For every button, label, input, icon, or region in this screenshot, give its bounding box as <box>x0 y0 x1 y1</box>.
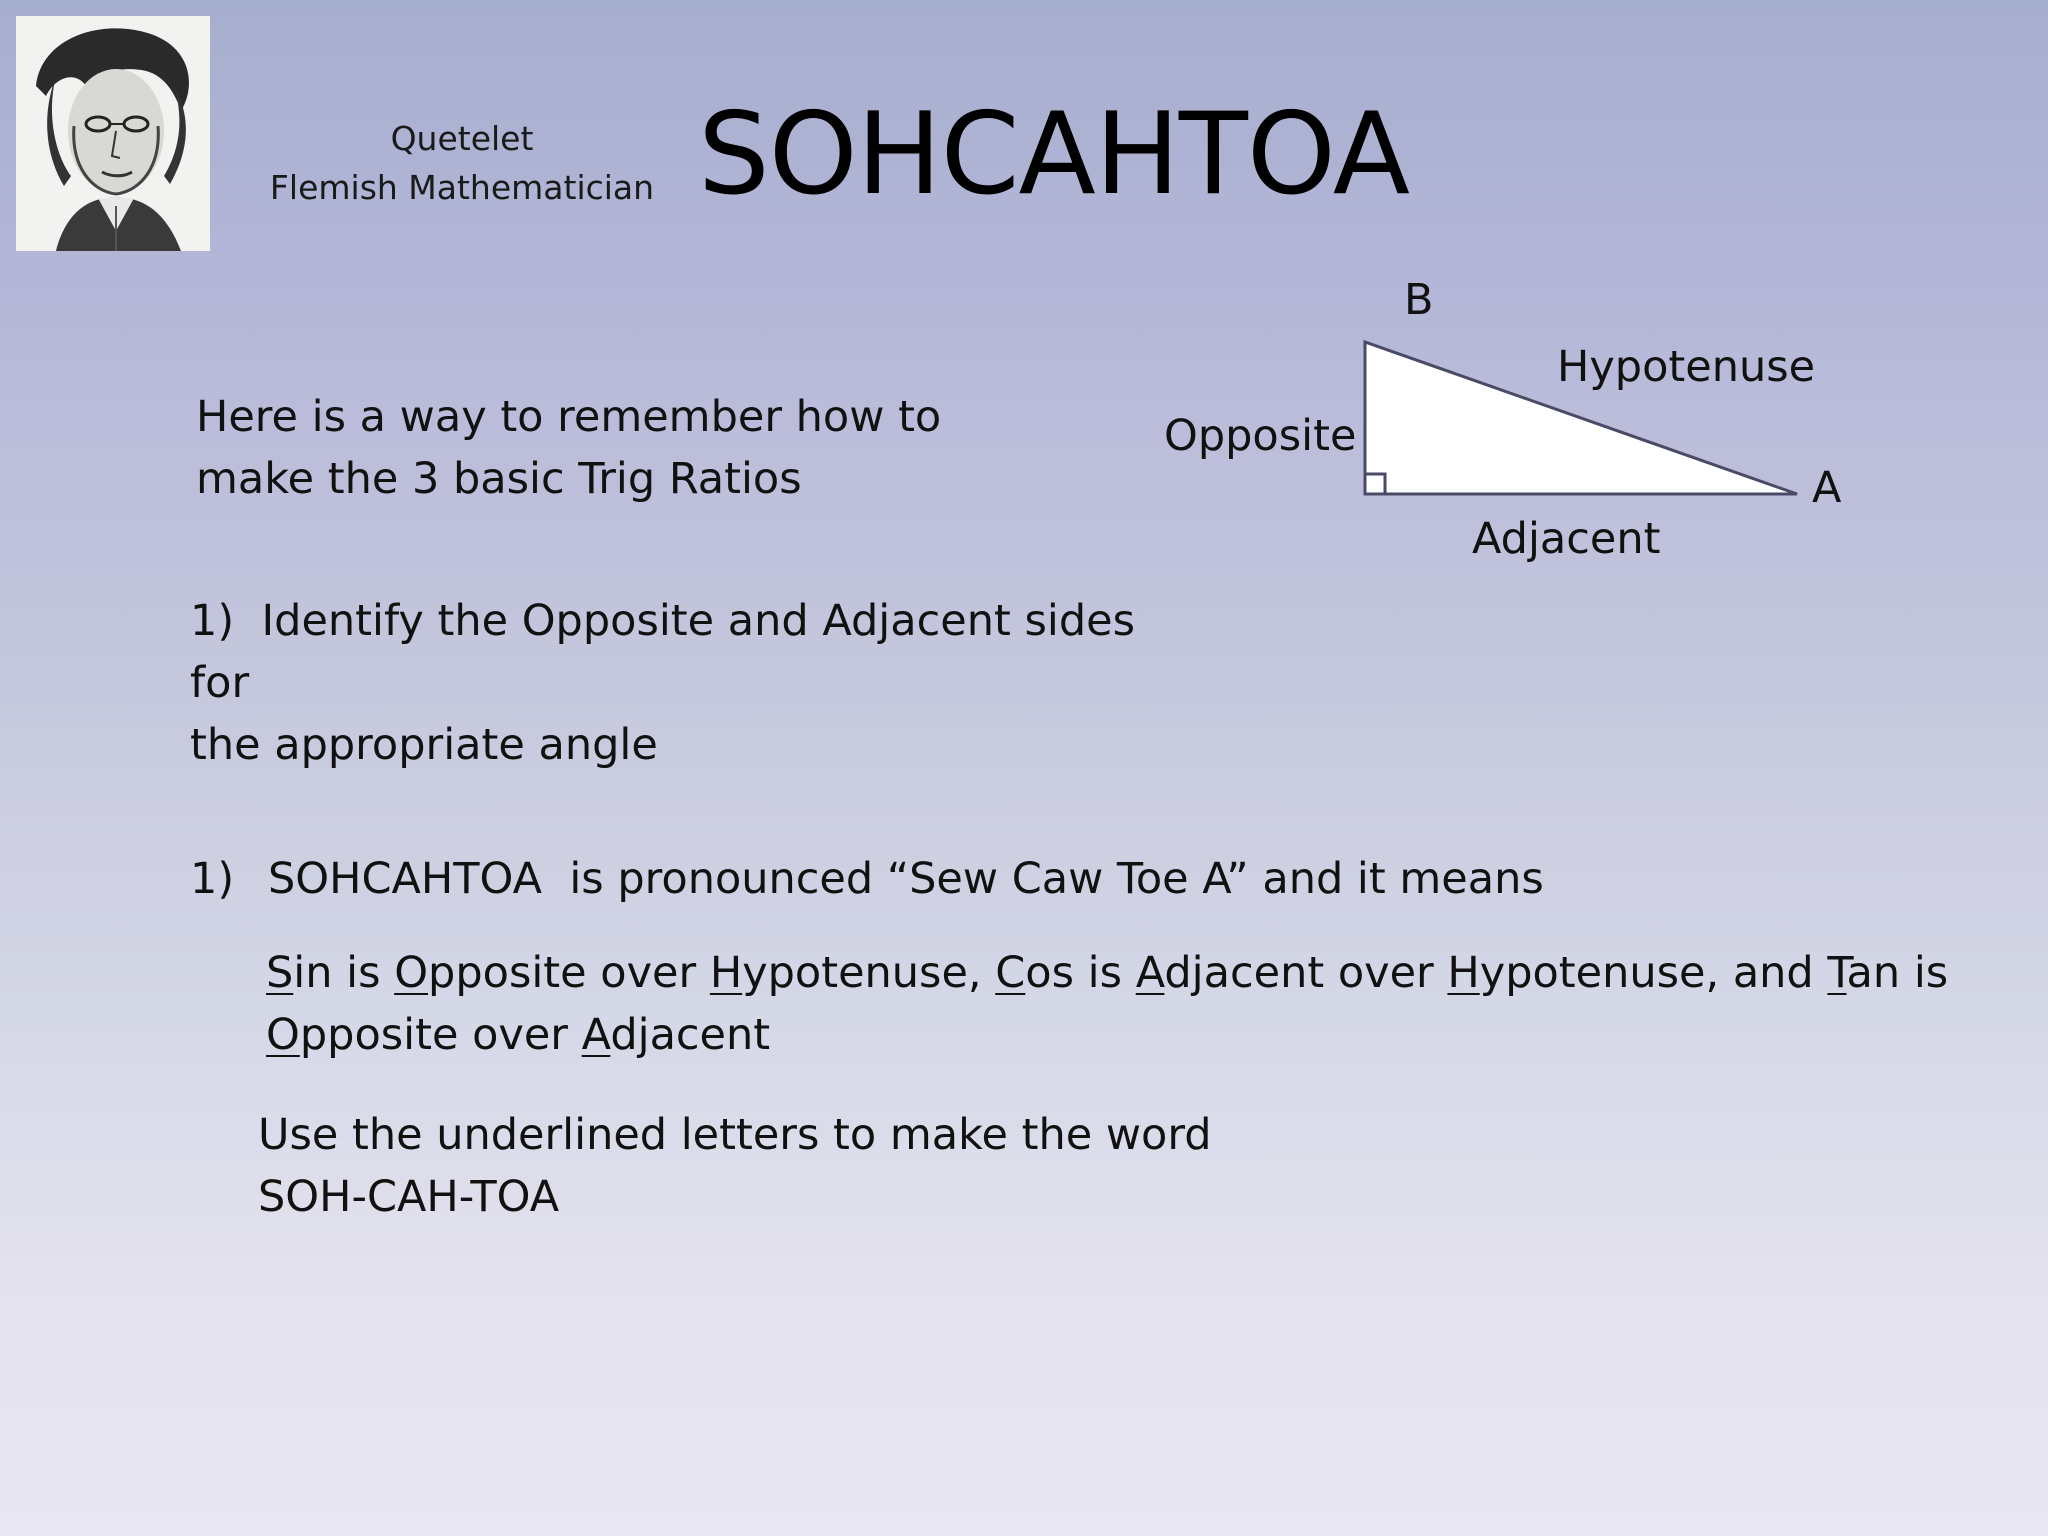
rule-text: djacent over <box>1164 948 1448 998</box>
caption-role: Flemish Mathematician <box>269 168 655 207</box>
step-identify-line-1 <box>190 590 1190 714</box>
step-identify-text-2: the appropriate angle <box>190 720 658 770</box>
rule-text: pposite over <box>299 1010 582 1060</box>
underlined-letter: C <box>995 948 1026 998</box>
underlined-letter: A <box>581 1010 611 1060</box>
rule-text: ypotenuse, <box>742 948 996 998</box>
step-identify-number: 1) <box>190 596 235 646</box>
use-instruction <box>258 1104 1358 1228</box>
underlined-letter: O <box>394 948 429 998</box>
slide-title: SOHCAHTOA <box>698 88 1410 220</box>
rule-line-2 <box>266 1004 1906 1066</box>
hypotenuse-label: Hypotenuse <box>1557 342 1816 392</box>
underlined-letter: H <box>1447 948 1480 998</box>
rule-text: os is <box>1025 948 1136 998</box>
vertex-a-label: A <box>1812 463 1842 513</box>
step-identify-text-1: Identify the Opposite and Adjacent sides for <box>190 596 1135 708</box>
step-pronounce-text: SOHCAHTOA is pronounced “Sew Caw Toe A” and it means <box>268 854 1544 904</box>
rule-text: pposite over <box>428 948 710 998</box>
rule-line-1 <box>266 942 1949 1004</box>
rule-text: ypotenuse, and <box>1479 948 1828 998</box>
sohcahtoa-rule <box>266 942 1949 1066</box>
use-line-2: SOH-CAH-TOA <box>258 1172 560 1222</box>
rule-text: an is <box>1846 948 1949 998</box>
adjacent-label: Adjacent <box>1472 514 1661 564</box>
underlined-letter: S <box>266 948 294 998</box>
underlined-letter: A <box>1135 948 1165 998</box>
underlined-letter: H <box>709 948 743 998</box>
underlined-letter: T <box>1827 948 1847 998</box>
underlined-letter: O <box>266 1010 300 1060</box>
right-triangle-diagram <box>0 0 2048 600</box>
step-pronounce <box>190 848 1590 910</box>
rule-text: in is <box>293 948 395 998</box>
caption-name: Quetelet <box>390 119 534 158</box>
opposite-label: Opposite <box>1164 411 1357 461</box>
use-line-1: Use the underlined letters to make the word <box>258 1110 1212 1160</box>
vertex-b-label: B <box>1404 275 1434 325</box>
intro-line-1: Here is a way to remember how to <box>196 392 942 442</box>
rule-text: djacent <box>610 1010 771 1060</box>
intro-line-2: make the 3 basic Trig Ratios <box>196 454 802 504</box>
step-pronounce-number: 1) <box>190 854 235 904</box>
step-identify <box>190 590 1190 776</box>
